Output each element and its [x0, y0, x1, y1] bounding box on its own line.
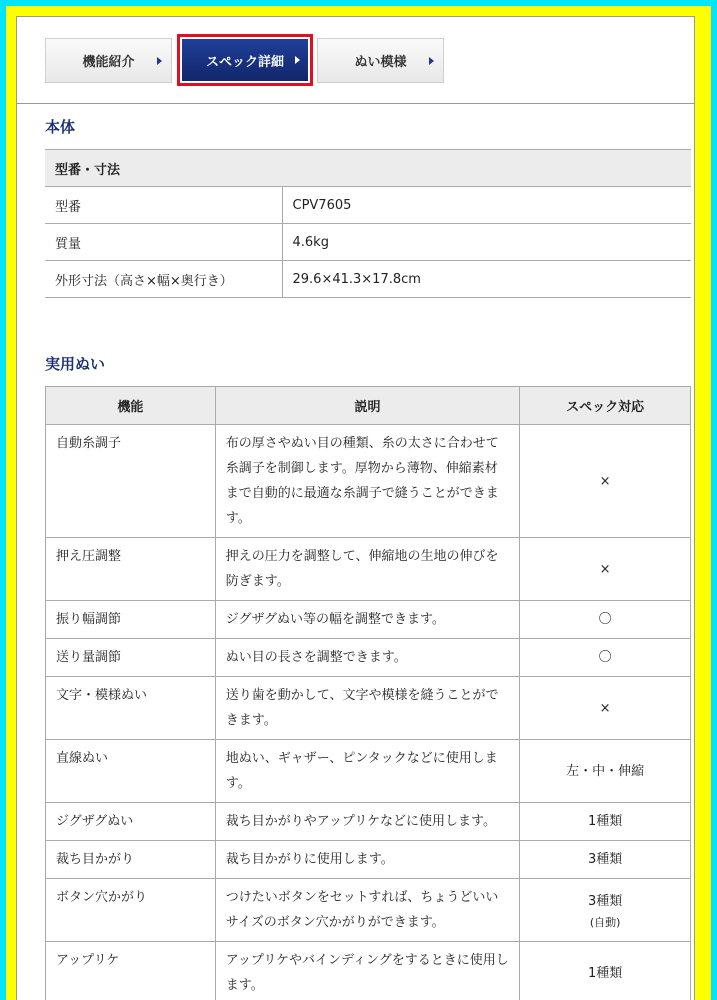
- function-cell: 文字・模様ぬい: [46, 677, 216, 740]
- row-value: CPV7605: [282, 187, 691, 224]
- function-cell: アップリケ: [46, 942, 216, 1000]
- table-row: [45, 261, 691, 298]
- table-row: [46, 677, 691, 740]
- function-cell: ジグザグぬい: [46, 803, 216, 841]
- description-cell: アップリケやバインディングをするときに使用します。: [215, 942, 519, 1000]
- row-value: 29.6×41.3×17.8cm: [282, 261, 691, 298]
- tab-spec-details-label: スペック詳細: [205, 54, 284, 70]
- table-row: [46, 879, 691, 942]
- model-dimensions-table: [45, 149, 691, 298]
- description-cell: ぬい目の長さを調整できます。: [215, 639, 519, 677]
- function-cell: 直線ぬい: [46, 740, 216, 803]
- tab-spec-details[interactable]: [177, 34, 313, 86]
- table-row: [46, 942, 691, 1000]
- row-label: 外形寸法（高さ×幅×奥行き）: [45, 261, 282, 298]
- table-row: [45, 187, 691, 224]
- row-label: 質量: [45, 224, 282, 261]
- description-cell: 送り歯を動かして、文字や模様を縫うことができます。: [215, 677, 519, 740]
- row-label: 型番: [45, 187, 282, 224]
- function-cell: 裁ち目かがり: [46, 841, 216, 879]
- spec-cell: ×: [520, 677, 691, 740]
- spec-cell: ×: [520, 538, 691, 601]
- table-row: [46, 538, 691, 601]
- table-row: [45, 224, 691, 261]
- table-row: [46, 803, 691, 841]
- table-row: [46, 841, 691, 879]
- function-cell: 送り量調節: [46, 639, 216, 677]
- tab-stitch-patterns-label: ぬい模様: [354, 55, 407, 70]
- chevron-right-icon: [295, 56, 300, 64]
- chevron-right-icon: [157, 57, 162, 65]
- section-title-practical: 実用ぬい: [45, 355, 106, 373]
- description-cell: つけたいボタンをセットすれば、ちょうどいいサイズのボタン穴かがりができます。: [215, 879, 519, 942]
- spec-cell: 3種類: [520, 841, 691, 879]
- spec-value: 3種類: [587, 893, 623, 909]
- spec-note: (自動): [589, 915, 621, 929]
- tab-stitch-patterns[interactable]: [317, 38, 444, 83]
- table-row: [46, 601, 691, 639]
- table-row: [46, 740, 691, 803]
- table-row: [46, 425, 691, 538]
- function-cell: 自動糸調子: [46, 425, 216, 538]
- section-title-body: 本体: [45, 118, 76, 136]
- spec-panel: [16, 16, 695, 1000]
- table-header-model-dimensions: 型番・寸法: [45, 150, 691, 187]
- spec-cell: 〇: [520, 601, 691, 639]
- row-value: 4.6kg: [282, 224, 691, 261]
- description-cell: 裁ち目かがりやアップリケなどに使用します。: [215, 803, 519, 841]
- function-cell: ボタン穴かがり: [46, 879, 216, 942]
- table-row: [46, 639, 691, 677]
- description-cell: 裁ち目かがりに使用します。: [215, 841, 519, 879]
- column-header-function: 機能: [46, 387, 216, 425]
- column-header-spec: スペック対応: [520, 387, 691, 425]
- practical-stitch-table: [45, 386, 691, 1000]
- chevron-right-icon: [429, 57, 434, 65]
- description-cell: 押えの圧力を調整して、伸縮地の生地の伸びを防ぎます。: [215, 538, 519, 601]
- column-header-description: 説明: [215, 387, 519, 425]
- spec-cell: 〇: [520, 639, 691, 677]
- spec-cell: 1種類: [520, 803, 691, 841]
- function-cell: 振り幅調節: [46, 601, 216, 639]
- content-area: [17, 117, 694, 1000]
- spec-cell: [520, 879, 691, 942]
- tab-features-label: 機能紹介: [82, 55, 135, 70]
- description-cell: ジグザグぬい等の幅を調整できます。: [215, 601, 519, 639]
- function-cell: 押え圧調整: [46, 538, 216, 601]
- spec-cell: 左・中・伸縮: [520, 740, 691, 803]
- tab-bar: [17, 17, 694, 104]
- description-cell: 地ぬい、ギャザー、ピンタックなどに使用します。: [215, 740, 519, 803]
- description-cell: 布の厚さやぬい目の種類、糸の太さに合わせて糸調子を制御します。厚物から薄物、伸縮素材まで自動的に最適な糸調子で縫うことができます。: [215, 425, 519, 538]
- spec-cell: ×: [520, 425, 691, 538]
- tab-features[interactable]: [45, 38, 172, 83]
- spec-cell: 1種類: [520, 942, 691, 1000]
